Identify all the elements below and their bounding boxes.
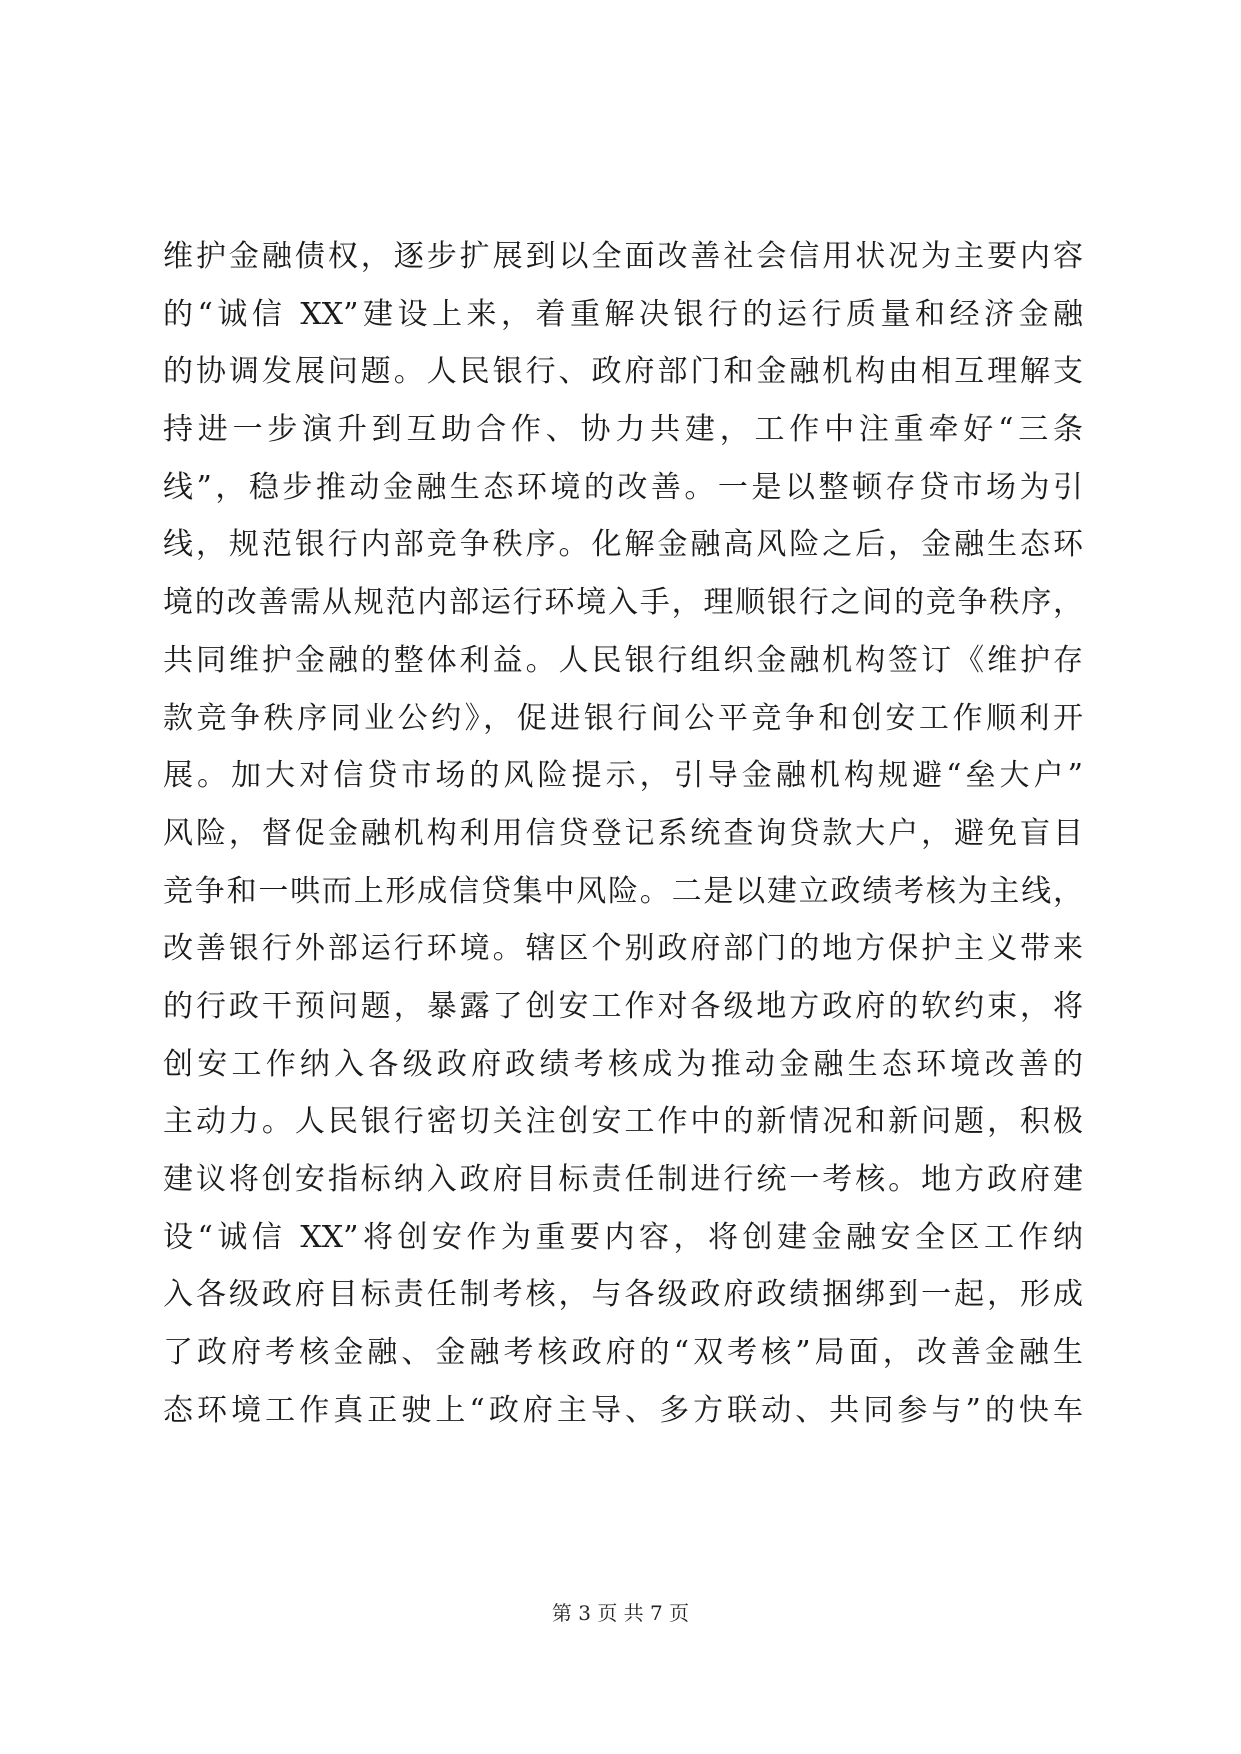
text-line: 竞争和一哄而上形成信贷集中风险。二是以建立政绩考核为主线， xyxy=(163,873,1083,909)
text-line: 创安工作纳入各级政府政绩考核成为推动金融生态环境改善的 xyxy=(163,1046,1083,1082)
page-number-footer: 第 3 页 共 7 页 xyxy=(551,1601,690,1625)
text-line: 建议将创安指标纳入政府目标责任制进行统一考核。地方政府建 xyxy=(163,1162,1083,1197)
text-line: 主动力。人民银行密切关注创安工作中的新情况和新问题，积极 xyxy=(163,1104,1083,1140)
text-line: 了政府考核金融、金融考核政府的“双考核”局面，改善金融生 xyxy=(163,1335,1083,1371)
text-line: 款竞争秩序同业公约》，促进银行间公平竞争和创安工作顺利开 xyxy=(163,700,1083,736)
text-line: 的协调发展问题。人民银行、政府部门和金融机构由相互理解支 xyxy=(163,354,1083,390)
text-line: 改善银行外部运行环境。辖区个别政府部门的地方保护主义带来 xyxy=(163,931,1083,967)
text-line: 风险，督促金融机构利用信贷登记系统查询贷款大户，避免盲目 xyxy=(163,815,1083,851)
text-line: 的“诚信 XX”建设上来，着重解决银行的运行质量和经济金融 xyxy=(163,296,1083,332)
text-line: 态环境工作真正驶上“政府主导、多方联动、共同参与”的快车 xyxy=(163,1392,1083,1428)
text-line: 的行政干预问题，暴露了创安工作对各级地方政府的软约束，将 xyxy=(163,988,1083,1024)
text-line: 持进一步演升到互助合作、协力共建，工作中注重牵好“三条 xyxy=(163,412,1083,448)
text-line: 维护金融债权，逐步扩展到以全面改善社会信用状况为主要内容 xyxy=(163,239,1083,274)
text-line: 展。加大对信贷市场的风险提示，引导金融机构规避“垒大户” xyxy=(163,758,1083,794)
text-line: 入各级政府目标责任制考核，与各级政府政绩捆绑到一起，形成 xyxy=(163,1277,1083,1313)
body-paragraph xyxy=(163,228,1083,1439)
text-line: 共同维护金融的整体利益。人民银行组织金融机构签订《维护存 xyxy=(163,642,1083,678)
text-line: 设“诚信 XX”将创安作为重要内容，将创建金融安全区工作纳 xyxy=(163,1219,1083,1255)
text-line: 境的改善需从规范内部运行环境入手，理顺银行之间的竞争秩序， xyxy=(163,585,1083,621)
text-line: 线”，稳步推动金融生态环境的改善。一是以整顿存贷市场为引 xyxy=(163,469,1083,505)
text-line: 线，规范银行内部竞争秩序。化解金融高风险之后，金融生态环 xyxy=(163,527,1083,563)
